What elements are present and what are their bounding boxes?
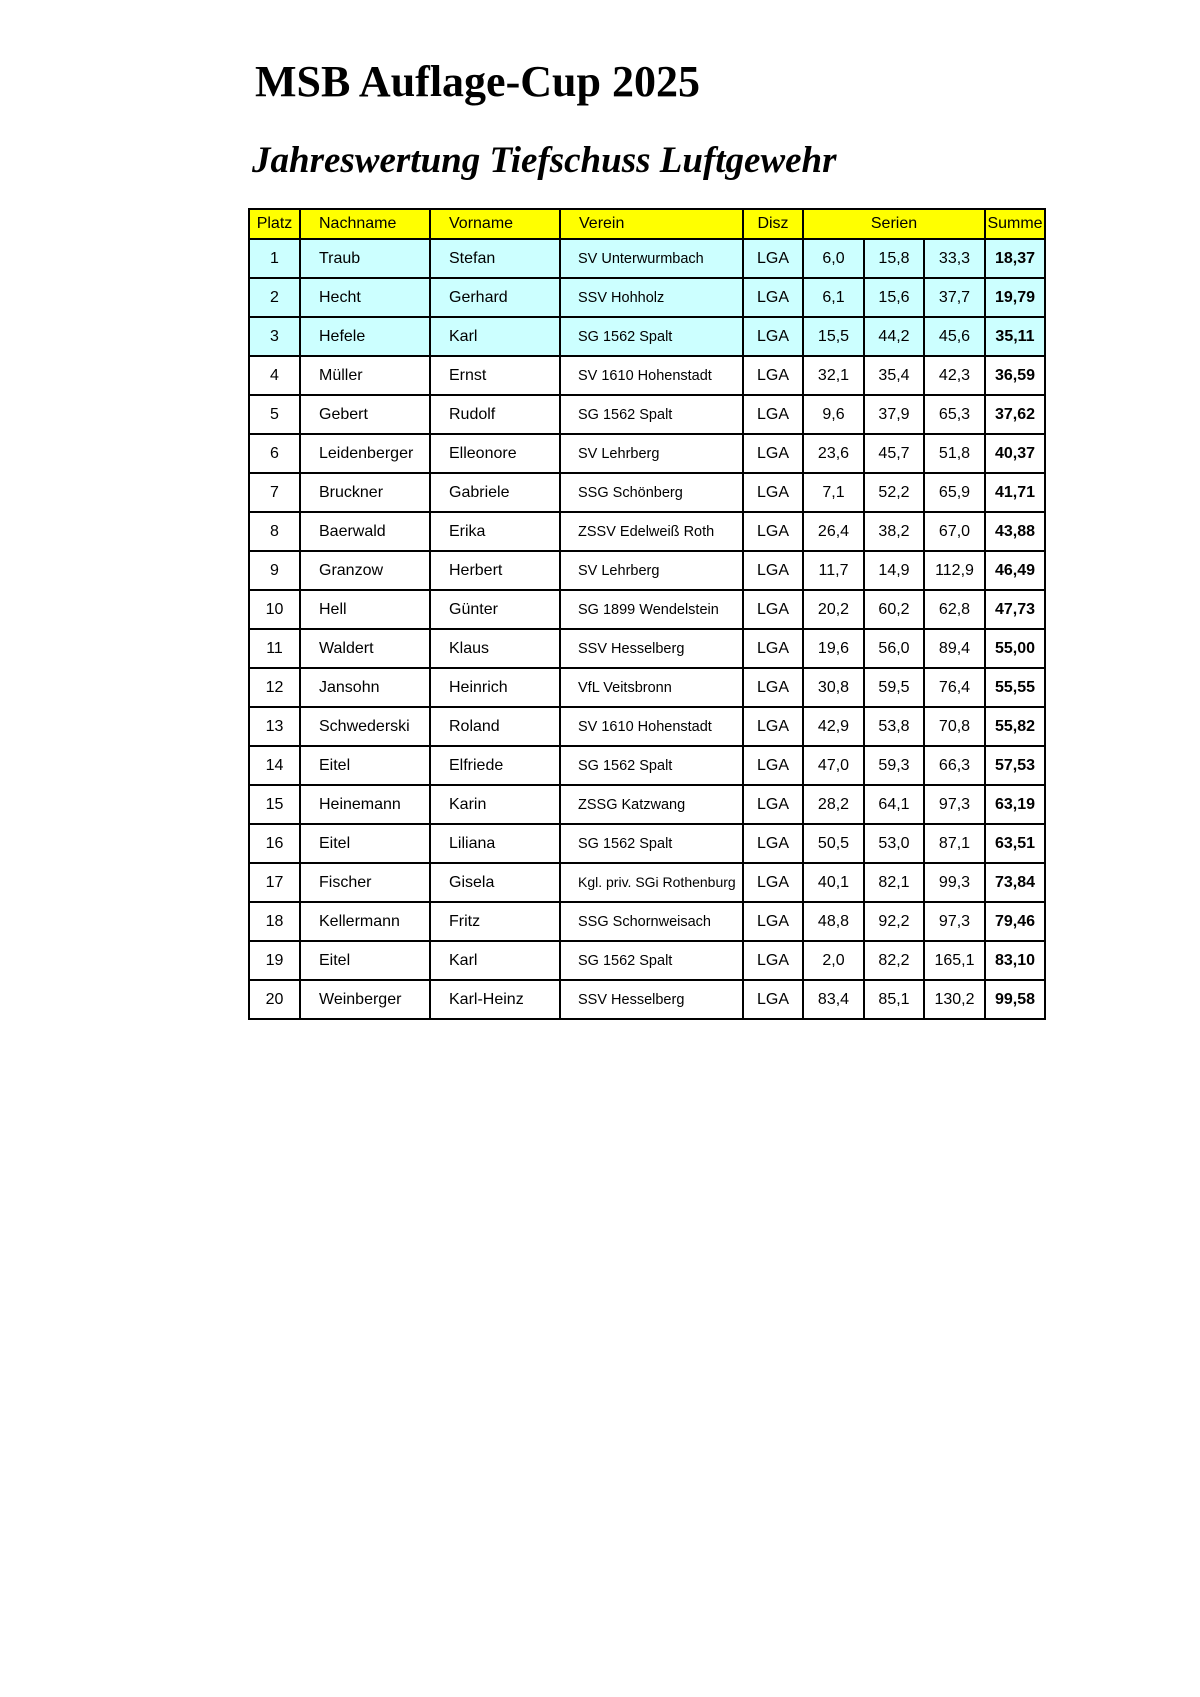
cell-disz: LGA: [743, 551, 803, 590]
cell-nachname: Gebert: [300, 395, 430, 434]
table-row: [249, 551, 1045, 590]
cell-nachname: Hell: [300, 590, 430, 629]
cell-summe: 79,46: [985, 902, 1045, 941]
cell-summe: 63,19: [985, 785, 1045, 824]
cell-s3: 65,9: [924, 473, 985, 512]
cell-platz: 12: [249, 668, 300, 707]
cell-disz: LGA: [743, 317, 803, 356]
cell-summe: 99,58: [985, 980, 1045, 1019]
cell-summe: 55,55: [985, 668, 1045, 707]
cell-s1: 23,6: [803, 434, 864, 473]
cell-summe: 19,79: [985, 278, 1045, 317]
cell-nachname: Fischer: [300, 863, 430, 902]
cell-verein: SV Unterwurmbach: [560, 239, 743, 278]
cell-s3: 45,6: [924, 317, 985, 356]
cell-s2: 15,6: [864, 278, 924, 317]
page-title: MSB Auflage-Cup 2025: [255, 57, 700, 106]
cell-platz: 18: [249, 902, 300, 941]
cell-s3: 130,2: [924, 980, 985, 1019]
cell-s1: 42,9: [803, 707, 864, 746]
cell-disz: LGA: [743, 434, 803, 473]
header-summe: Summe: [985, 209, 1045, 239]
cell-verein: SG 1562 Spalt: [560, 746, 743, 785]
cell-nachname: Leidenberger: [300, 434, 430, 473]
cell-platz: 5: [249, 395, 300, 434]
cell-s3: 99,3: [924, 863, 985, 902]
cell-verein: SV 1610 Hohenstadt: [560, 356, 743, 395]
page-subtitle: Jahreswertung Tiefschuss Luftgewehr: [252, 140, 837, 181]
cell-summe: 55,82: [985, 707, 1045, 746]
table-row: [249, 512, 1045, 551]
cell-vorname: Stefan: [430, 239, 560, 278]
cell-platz: 15: [249, 785, 300, 824]
cell-summe: 18,37: [985, 239, 1045, 278]
cell-s3: 165,1: [924, 941, 985, 980]
cell-verein: SSG Schönberg: [560, 473, 743, 512]
cell-s2: 92,2: [864, 902, 924, 941]
cell-verein: SG 1899 Wendelstein: [560, 590, 743, 629]
cell-verein: ZSSV Edelweiß Roth: [560, 512, 743, 551]
cell-nachname: Eitel: [300, 941, 430, 980]
table-row: [249, 317, 1045, 356]
cell-nachname: Müller: [300, 356, 430, 395]
cell-s3: 65,3: [924, 395, 985, 434]
cell-s2: 44,2: [864, 317, 924, 356]
cell-s2: 56,0: [864, 629, 924, 668]
table-row: [249, 941, 1045, 980]
cell-disz: LGA: [743, 512, 803, 551]
cell-verein: SG 1562 Spalt: [560, 941, 743, 980]
cell-s1: 48,8: [803, 902, 864, 941]
table-header-row: [249, 209, 1045, 239]
cell-summe: 73,84: [985, 863, 1045, 902]
cell-vorname: Gabriele: [430, 473, 560, 512]
table-row: [249, 473, 1045, 512]
cell-nachname: Heinemann: [300, 785, 430, 824]
cell-nachname: Schwederski: [300, 707, 430, 746]
cell-disz: LGA: [743, 707, 803, 746]
cell-s1: 15,5: [803, 317, 864, 356]
cell-vorname: Herbert: [430, 551, 560, 590]
header-verein: Verein: [560, 209, 743, 239]
cell-s2: 35,4: [864, 356, 924, 395]
table-row: [249, 863, 1045, 902]
cell-nachname: Eitel: [300, 824, 430, 863]
cell-platz: 7: [249, 473, 300, 512]
cell-vorname: Fritz: [430, 902, 560, 941]
cell-s1: 2,0: [803, 941, 864, 980]
cell-s3: 97,3: [924, 902, 985, 941]
cell-platz: 4: [249, 356, 300, 395]
cell-nachname: Kellermann: [300, 902, 430, 941]
cell-disz: LGA: [743, 629, 803, 668]
cell-disz: LGA: [743, 395, 803, 434]
header-nachname: Nachname: [300, 209, 430, 239]
cell-disz: LGA: [743, 902, 803, 941]
table-row: [249, 707, 1045, 746]
cell-verein: SSV Hesselberg: [560, 980, 743, 1019]
cell-platz: 6: [249, 434, 300, 473]
cell-s1: 26,4: [803, 512, 864, 551]
cell-disz: LGA: [743, 824, 803, 863]
cell-s1: 6,0: [803, 239, 864, 278]
cell-nachname: Bruckner: [300, 473, 430, 512]
cell-verein: SG 1562 Spalt: [560, 317, 743, 356]
cell-summe: 46,49: [985, 551, 1045, 590]
cell-disz: LGA: [743, 668, 803, 707]
table-row: [249, 980, 1045, 1019]
cell-s1: 47,0: [803, 746, 864, 785]
cell-vorname: Karl-Heinz: [430, 980, 560, 1019]
cell-summe: 36,59: [985, 356, 1045, 395]
cell-disz: LGA: [743, 278, 803, 317]
cell-platz: 17: [249, 863, 300, 902]
cell-vorname: Erika: [430, 512, 560, 551]
header-vorname: Vorname: [430, 209, 560, 239]
cell-summe: 40,37: [985, 434, 1045, 473]
cell-nachname: Traub: [300, 239, 430, 278]
cell-summe: 57,53: [985, 746, 1045, 785]
cell-verein: SSG Schornweisach: [560, 902, 743, 941]
cell-s3: 42,3: [924, 356, 985, 395]
cell-summe: 43,88: [985, 512, 1045, 551]
cell-nachname: Baerwald: [300, 512, 430, 551]
cell-verein: SSV Hesselberg: [560, 629, 743, 668]
cell-s1: 9,6: [803, 395, 864, 434]
table-row: [249, 395, 1045, 434]
cell-summe: 55,00: [985, 629, 1045, 668]
cell-summe: 83,10: [985, 941, 1045, 980]
cell-summe: 37,62: [985, 395, 1045, 434]
cell-nachname: Jansohn: [300, 668, 430, 707]
cell-s3: 37,7: [924, 278, 985, 317]
cell-platz: 3: [249, 317, 300, 356]
cell-platz: 19: [249, 941, 300, 980]
table-row: [249, 629, 1045, 668]
cell-vorname: Elleonore: [430, 434, 560, 473]
cell-disz: LGA: [743, 941, 803, 980]
cell-vorname: Gisela: [430, 863, 560, 902]
cell-disz: LGA: [743, 785, 803, 824]
cell-vorname: Elfriede: [430, 746, 560, 785]
cell-summe: 35,11: [985, 317, 1045, 356]
cell-s1: 83,4: [803, 980, 864, 1019]
cell-s1: 32,1: [803, 356, 864, 395]
cell-nachname: Waldert: [300, 629, 430, 668]
cell-s1: 19,6: [803, 629, 864, 668]
cell-nachname: Eitel: [300, 746, 430, 785]
cell-platz: 14: [249, 746, 300, 785]
cell-s2: 53,0: [864, 824, 924, 863]
cell-s3: 62,8: [924, 590, 985, 629]
cell-vorname: Roland: [430, 707, 560, 746]
cell-verein: VfL Veitsbronn: [560, 668, 743, 707]
cell-vorname: Karl: [430, 941, 560, 980]
cell-platz: 16: [249, 824, 300, 863]
table-row: [249, 434, 1045, 473]
cell-disz: LGA: [743, 863, 803, 902]
cell-platz: 8: [249, 512, 300, 551]
cell-s1: 40,1: [803, 863, 864, 902]
cell-s2: 64,1: [864, 785, 924, 824]
cell-s1: 28,2: [803, 785, 864, 824]
cell-s3: 51,8: [924, 434, 985, 473]
cell-s3: 66,3: [924, 746, 985, 785]
cell-vorname: Karl: [430, 317, 560, 356]
table-row: [249, 239, 1045, 278]
cell-disz: LGA: [743, 746, 803, 785]
cell-vorname: Ernst: [430, 356, 560, 395]
cell-s2: 45,7: [864, 434, 924, 473]
cell-disz: LGA: [743, 473, 803, 512]
cell-verein: ZSSG Katzwang: [560, 785, 743, 824]
cell-platz: 11: [249, 629, 300, 668]
cell-verein: SG 1562 Spalt: [560, 824, 743, 863]
cell-s3: 112,9: [924, 551, 985, 590]
cell-nachname: Granzow: [300, 551, 430, 590]
cell-s2: 85,1: [864, 980, 924, 1019]
cell-verein: SV 1610 Hohenstadt: [560, 707, 743, 746]
cell-s3: 76,4: [924, 668, 985, 707]
cell-s3: 70,8: [924, 707, 985, 746]
cell-s3: 97,3: [924, 785, 985, 824]
cell-s1: 7,1: [803, 473, 864, 512]
cell-vorname: Heinrich: [430, 668, 560, 707]
cell-vorname: Liliana: [430, 824, 560, 863]
cell-s2: 14,9: [864, 551, 924, 590]
cell-disz: LGA: [743, 239, 803, 278]
cell-s2: 82,2: [864, 941, 924, 980]
cell-s3: 67,0: [924, 512, 985, 551]
cell-vorname: Gerhard: [430, 278, 560, 317]
cell-platz: 2: [249, 278, 300, 317]
cell-nachname: Hecht: [300, 278, 430, 317]
cell-s2: 59,5: [864, 668, 924, 707]
table-row: [249, 356, 1045, 395]
cell-platz: 10: [249, 590, 300, 629]
results-table: [248, 208, 1046, 1020]
cell-vorname: Rudolf: [430, 395, 560, 434]
cell-s3: 89,4: [924, 629, 985, 668]
cell-vorname: Karin: [430, 785, 560, 824]
cell-s2: 37,9: [864, 395, 924, 434]
cell-vorname: Klaus: [430, 629, 560, 668]
table-row: [249, 785, 1045, 824]
cell-s2: 82,1: [864, 863, 924, 902]
header-serien: Serien: [803, 209, 985, 239]
cell-verein: SV Lehrberg: [560, 551, 743, 590]
cell-s2: 38,2: [864, 512, 924, 551]
cell-platz: 13: [249, 707, 300, 746]
cell-verein: SG 1562 Spalt: [560, 395, 743, 434]
cell-s1: 6,1: [803, 278, 864, 317]
cell-verein: SV Lehrberg: [560, 434, 743, 473]
header-disz: Disz: [743, 209, 803, 239]
cell-s1: 11,7: [803, 551, 864, 590]
cell-summe: 41,71: [985, 473, 1045, 512]
cell-s2: 53,8: [864, 707, 924, 746]
header-platz: Platz: [249, 209, 300, 239]
table-row: [249, 902, 1045, 941]
cell-s2: 15,8: [864, 239, 924, 278]
cell-disz: LGA: [743, 980, 803, 1019]
cell-s1: 30,8: [803, 668, 864, 707]
cell-nachname: Hefele: [300, 317, 430, 356]
cell-s1: 20,2: [803, 590, 864, 629]
cell-summe: 47,73: [985, 590, 1045, 629]
table-row: [249, 746, 1045, 785]
cell-vorname: Günter: [430, 590, 560, 629]
cell-s2: 60,2: [864, 590, 924, 629]
cell-s3: 87,1: [924, 824, 985, 863]
cell-platz: 1: [249, 239, 300, 278]
cell-summe: 63,51: [985, 824, 1045, 863]
cell-verein: Kgl. priv. SGi Rothenburg: [560, 863, 743, 902]
cell-disz: LGA: [743, 356, 803, 395]
cell-verein: SSV Hohholz: [560, 278, 743, 317]
table-row: [249, 590, 1045, 629]
cell-platz: 9: [249, 551, 300, 590]
table-row: [249, 824, 1045, 863]
table-row: [249, 668, 1045, 707]
cell-s2: 59,3: [864, 746, 924, 785]
cell-s1: 50,5: [803, 824, 864, 863]
cell-platz: 20: [249, 980, 300, 1019]
cell-s3: 33,3: [924, 239, 985, 278]
cell-s2: 52,2: [864, 473, 924, 512]
cell-disz: LGA: [743, 590, 803, 629]
table-row: [249, 278, 1045, 317]
cell-nachname: Weinberger: [300, 980, 430, 1019]
